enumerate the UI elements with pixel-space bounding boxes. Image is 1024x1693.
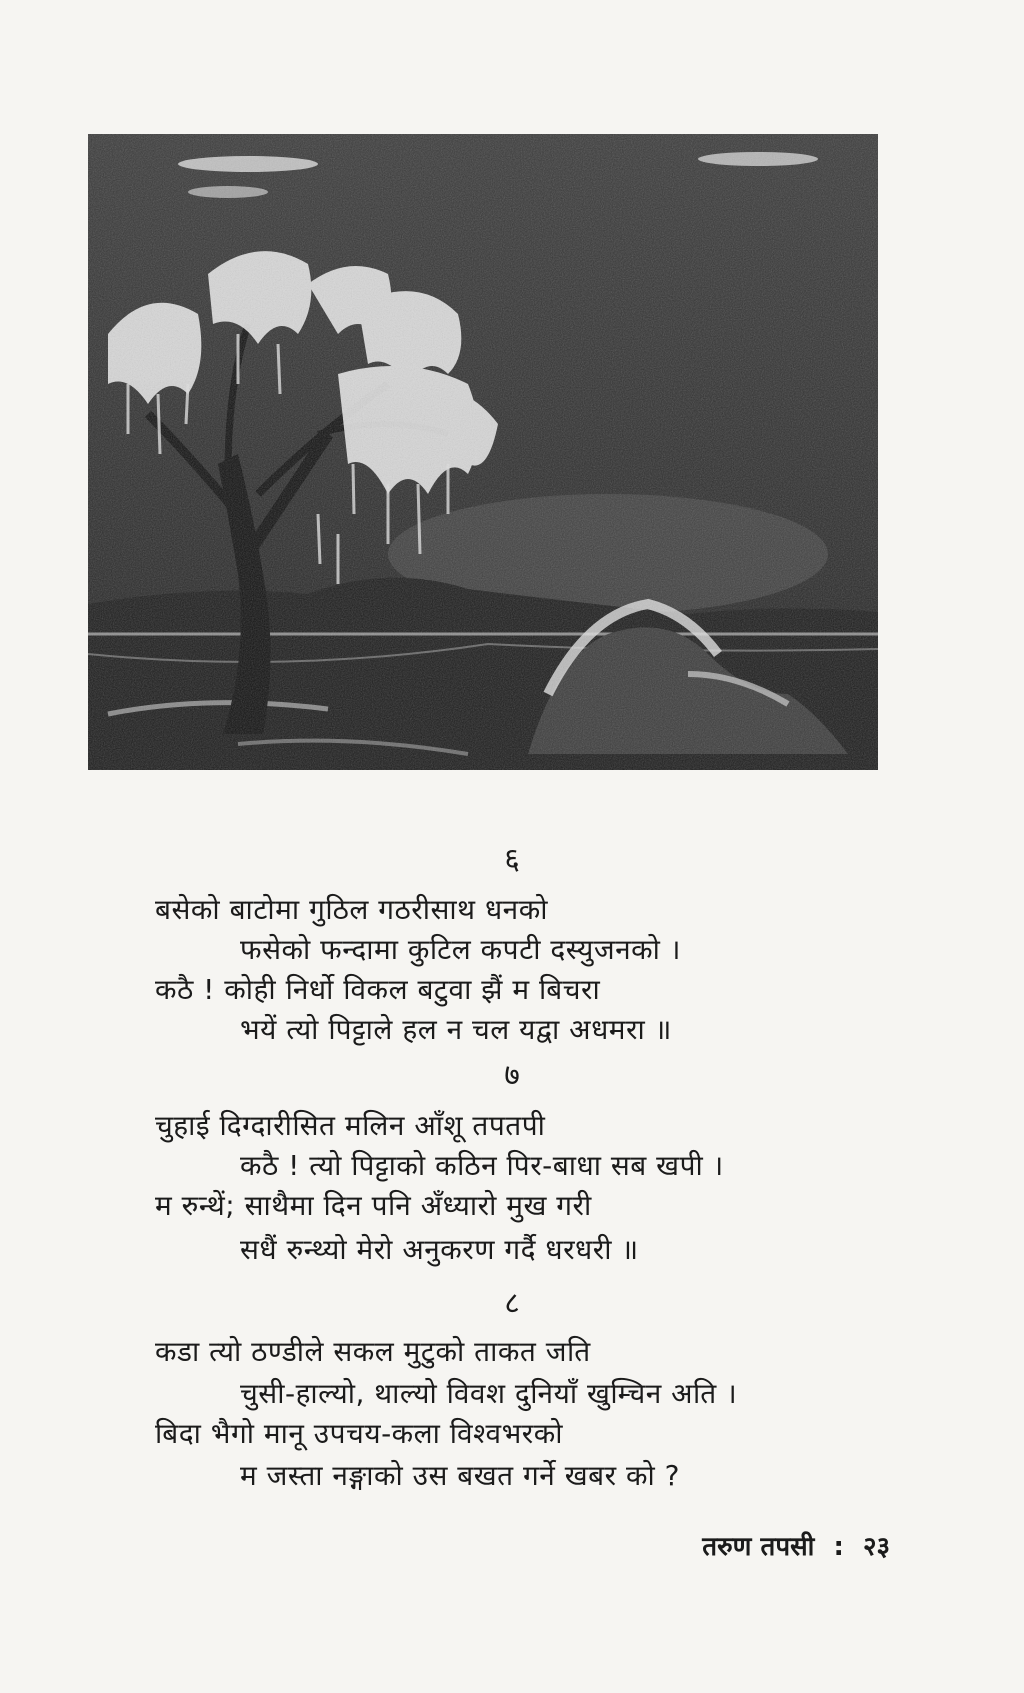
verse-line: कठै ! कोही निर्धो विकल बटुवा झैं म बिचरा: [155, 973, 601, 1006]
verse-line: चुसी-हाल्यो, थाल्यो विवश दुनियाँ खुम्चिन अति ।: [240, 1377, 738, 1410]
page-footer: [702, 1530, 890, 1564]
footer-separator: :: [833, 1532, 844, 1562]
book-title: तरुण तपसी: [702, 1532, 815, 1562]
verse-line: फसेको फन्दामा कुटिल कपटी दस्युजनको ।: [240, 933, 681, 966]
stanza-number: ७: [504, 1058, 520, 1093]
stanza-number: ८: [504, 1286, 520, 1321]
stanza-number: ६: [504, 842, 520, 877]
verse-line: म रुन्थें; साथैमा दिन पनि अँध्यारो मुख गरी: [155, 1189, 592, 1222]
page-number: २३: [862, 1532, 890, 1562]
verse-line: म जस्ता नङ्गाको उस बखत गर्ने खबर को ?: [240, 1459, 680, 1492]
illustration-svg: [88, 134, 878, 770]
verse-line: बिदा भैगो मानू उपचय-कला विश्वभरको: [155, 1417, 563, 1450]
verse-line: कठै ! त्यो पिट्टाको कठिन पिर-बाधा सब खपी ।: [240, 1149, 724, 1182]
verse-line: सधैं रुन्थ्यो मेरो अनुकरण गर्दै धरधरी ॥: [240, 1233, 639, 1266]
verse-line: भयें त्यो पिट्टाले हल न चल यद्वा अधमरा ॥: [240, 1013, 672, 1046]
tree-landscape-illustration: [88, 134, 878, 770]
verse-line: चुहाई दिग्दारीसित मलिन आँशू तपतपी: [155, 1109, 546, 1142]
verse-line: कडा त्यो ठण्डीले सकल मुटुको ताकत जति: [155, 1335, 591, 1368]
verse-line: बसेको बाटोमा गुठिल गठरीसाथ धनको: [155, 893, 548, 926]
